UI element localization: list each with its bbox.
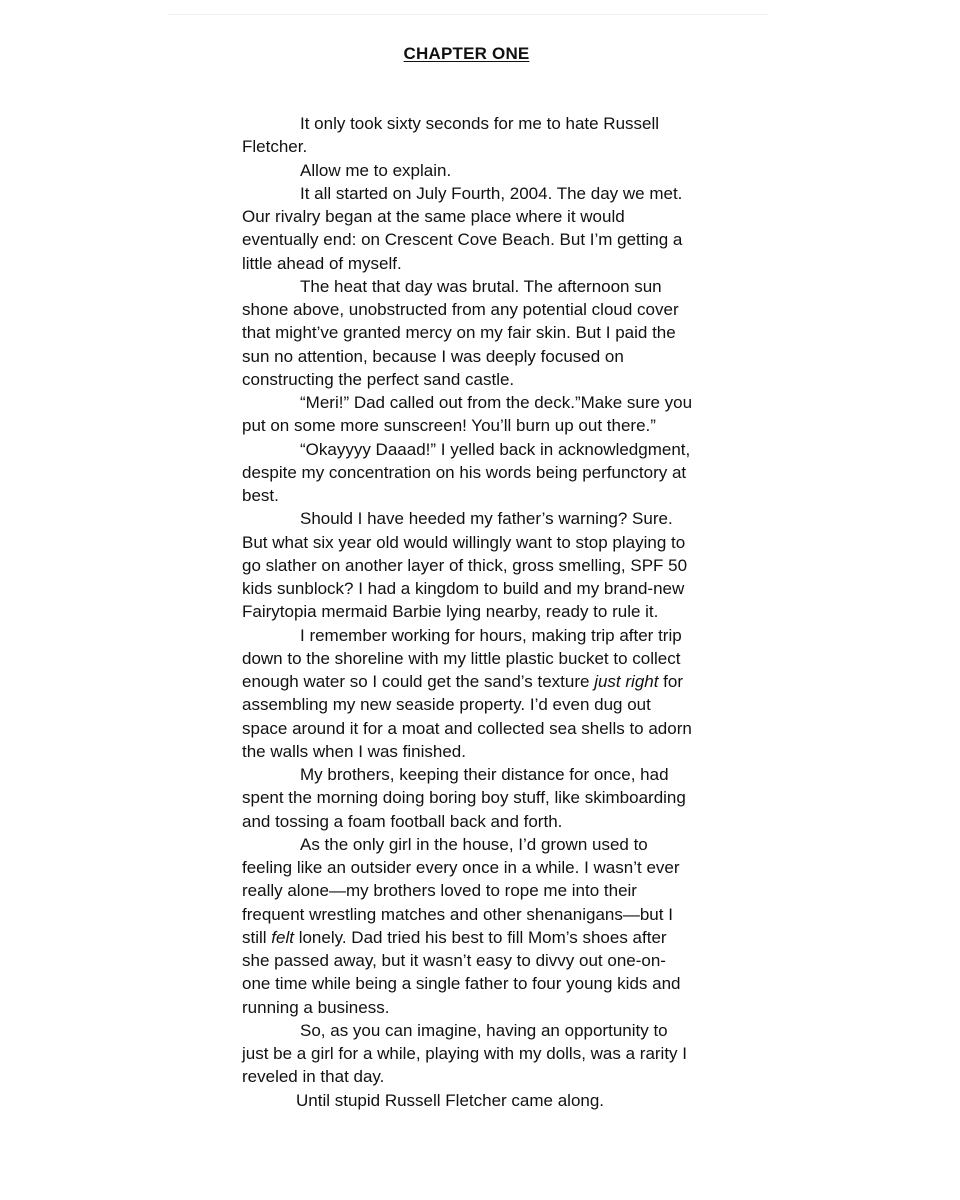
page-top-rule bbox=[168, 14, 768, 15]
paragraph: I remember working for hours, making trip after trip down to the shoreline with my little plastic bucket to collect enough water so I could get the sand’s texture just right for assembling my new seaside property. I’d even dug out space around it for a moat and collected sea shells to adorn the walls when I was finished. bbox=[242, 625, 692, 761]
paragraph: The heat that day was brutal. The afternoon sun shone above, unobstructed from any potential cloud cover that might’ve granted mercy on my fair skin. But I paid the sun no attention, because I was deeply focused on constructing the perfect sand castle. bbox=[242, 276, 679, 389]
emphasis: just right bbox=[594, 672, 659, 691]
paragraph: As the only girl in the house, I’d grown used to feeling like an outsider every once in a while. I wasn’t ever really alone—my brothers loved to rope me into their frequent wrestling matches and other shenanigans—but I still felt lonely. Dad tried his best to fill Mom’s shoes after she passed away, but it wasn’t easy to divvy out one-on-one time while being a single father to four young kids and running a business. bbox=[242, 834, 681, 1017]
paragraph: “Okayyyy Daaad!” I yelled back in acknowledgment, despite my concentration on his words being perfunctory at best. bbox=[242, 439, 691, 505]
chapter-title: CHAPTER ONE bbox=[403, 44, 530, 63]
paragraph: Should I have heeded my father’s warning? Sure. But what six year old would willingly want to stop playing to go slather on another layer of thick, gross smelling, SPF 50 kids sunblock? I had a kingdom to build and my brand-new Fairytopia mermaid Barbie lying nearby, ready to rule it. bbox=[242, 509, 688, 622]
paragraph: Until stupid Russell Fletcher came along. bbox=[296, 1090, 605, 1110]
manuscript-body bbox=[242, 112, 694, 1112]
paragraph: So, as you can imagine, having an opportunity to just be a girl for a while, playing with my dolls, was a rarity I reveled in that day. bbox=[242, 1020, 688, 1087]
paragraph: “Meri!” Dad called out from the deck.”Make sure you put on some more sunscreen! You’ll burn up out there.” bbox=[242, 393, 693, 436]
paragraph: It only took sixty seconds for me to hate Russell Fletcher. bbox=[242, 114, 660, 157]
paragraph: My brothers, keeping their distance for once, had spent the morning doing boring boy stuff, like skimboarding and tossing a foam football back and forth. bbox=[242, 765, 686, 831]
paragraph: It all started on July Fourth, 2004. The day we met. Our rivalry began at the same place where it would eventually end: on Crescent Cove Beach. But I’m getting a little ahead of myself. bbox=[242, 183, 683, 273]
paragraph: Allow me to explain. bbox=[300, 160, 452, 180]
emphasis: felt bbox=[271, 927, 294, 947]
